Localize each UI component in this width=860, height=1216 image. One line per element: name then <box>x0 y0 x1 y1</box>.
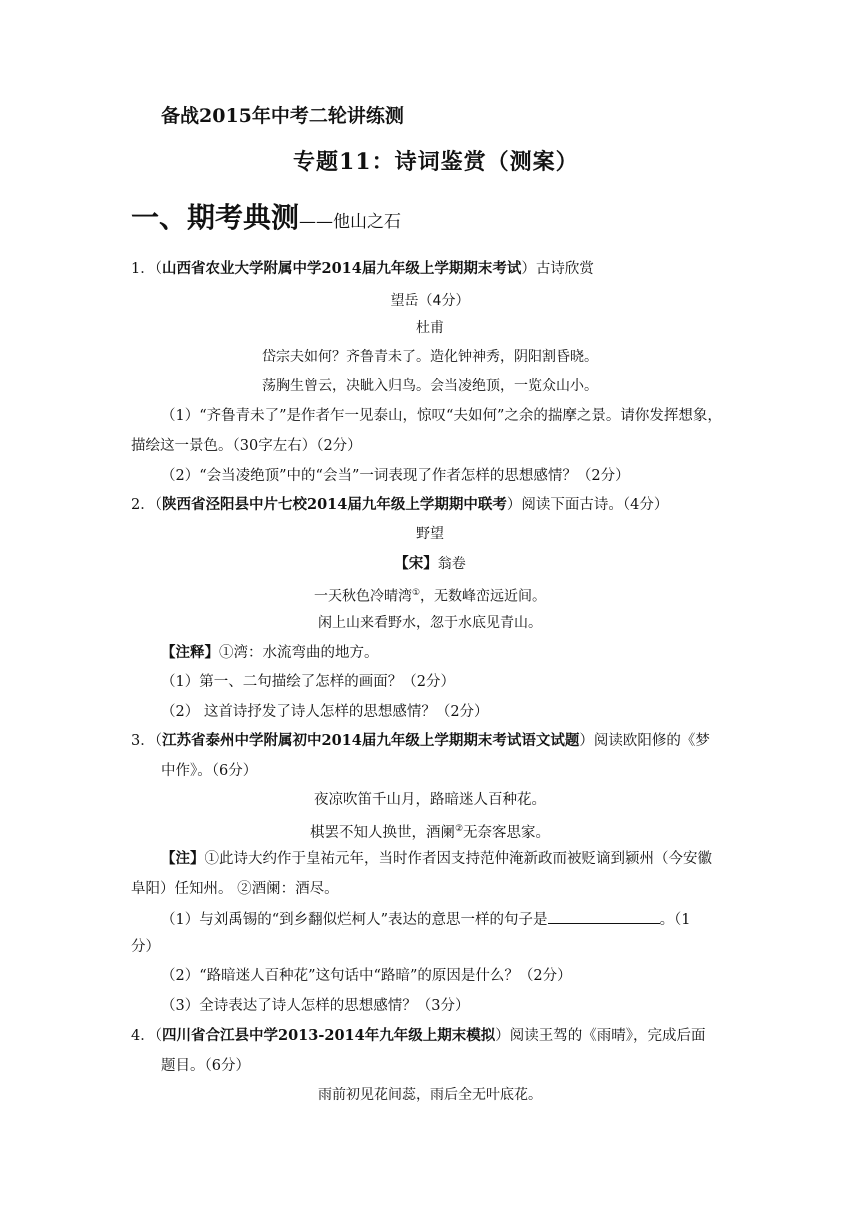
poem-line <box>0 583 860 607</box>
paren-close: ） <box>521 261 536 277</box>
annotation-text: ①此诗大约作于皇祐元年，当时作者因支持范仲淹新政而被贬谪到颍州（今安徽 <box>204 851 712 867</box>
annotation <box>161 849 712 869</box>
question-source: 四川省合江县中学2013-2014年九年级上期末模拟 <box>161 1027 496 1044</box>
poem-title: 望岳（4分） <box>390 293 470 309</box>
question-instruction: 阅读下面古诗。（4分） <box>521 497 669 513</box>
sub-question-1-2: （2）“会当凌绝顶”中的“会当”一词表现了作者怎样的思想感情？（2分） <box>161 468 630 484</box>
question-4-header <box>131 1026 705 1046</box>
question-number: 1． <box>131 261 155 277</box>
question-number: 4． <box>131 1028 155 1044</box>
poem-line: 闲上山来看野水，忽于水底见青山。 <box>318 615 542 631</box>
poem-line: 岱宗夫如何？齐鲁青未了。造化钟神秀，阴阳割昏晓。 <box>262 349 598 365</box>
sub-question-1-1: （1）“齐鲁青未了”是作者乍一见泰山，惊叹“夫如何”之余的揣摩之景。请你发挥想象， <box>161 408 722 424</box>
sub-question-1-1-cont: 描绘这一景色。（30字左右）（2分） <box>131 438 362 454</box>
poem-author: 翁卷 <box>437 556 466 572</box>
question-instruction: 古诗欣赏 <box>535 261 594 277</box>
footnote-marker: ② <box>454 824 464 834</box>
paren-open: （ <box>154 733 162 749</box>
question-3-header <box>131 731 710 751</box>
annotation-tag: 【注】 <box>161 850 205 867</box>
paren-open: （ <box>154 1028 162 1044</box>
question-instruction: 阅读欧阳修的《梦 <box>593 733 710 749</box>
question-number: 3． <box>131 733 155 749</box>
poem-text: ，无数峰峦远近间。 <box>420 588 547 605</box>
paren-close: ） <box>506 497 522 513</box>
annotation-text: ①湾：水流弯曲的地方。 <box>219 645 379 661</box>
paren-close: ） <box>579 733 594 749</box>
poem-text: 一天秋色冷晴湾 <box>313 588 412 605</box>
poem-text: 无奈客思家。 <box>463 824 551 841</box>
poem-line: 雨前初见花间蕊，雨后全无叶底花。 <box>318 1087 542 1103</box>
section-title: 一、期考典测 <box>131 201 300 234</box>
question-1-header <box>131 259 594 279</box>
poem-line: 荡胸生曾云，决眦入归鸟。会当凌绝顶，一览众山小。 <box>262 378 598 394</box>
sub-question-3-2: （2）“路暗迷人百种花”这句话中“路暗”的原因是什么？（2分） <box>161 968 572 984</box>
poem-text: 棋罢不知人换世，酒阑 <box>309 824 455 841</box>
sub-question-text: （1）与刘禹锡的“到乡翻似烂柯人”表达的意思一样的句子是 <box>161 912 548 928</box>
poem-author: 杜甫 <box>416 320 444 336</box>
sub-question-3-1-cont: 分） <box>131 939 160 955</box>
poem-title: 野望 <box>416 526 444 542</box>
sub-question-2-1: （1）第一、二句描绘了怎样的画面？（2分） <box>161 674 455 690</box>
annotation-cont: 阜阳）任知州。 ②酒阑：酒尽。 <box>131 881 339 897</box>
topic-title: 专题11：诗词鉴赏（测案） <box>293 149 579 175</box>
paren-open: （ <box>154 497 162 513</box>
sub-question-3-3: （3）全诗表达了诗人怎样的思想感情？（3分） <box>161 998 470 1014</box>
question-2-header <box>131 495 668 515</box>
poem-author-line <box>0 554 860 574</box>
annotation <box>161 643 379 663</box>
question-instruction-cont: 中作》。（6分） <box>161 763 258 779</box>
paren-close: ） <box>495 1028 510 1044</box>
poem-line: 夜凉吹笛千山月，路暗迷人百种花。 <box>314 792 546 808</box>
question-source: 陕西省泾阳县中片七校2014届九年级上学期期中联考 <box>161 496 507 513</box>
annotation-tag: 【注释】 <box>161 644 219 661</box>
section-subtitle: ——他山之石 <box>299 212 402 232</box>
question-number: 2． <box>131 497 155 513</box>
document-supertitle: 备战2015年中考二轮讲练测 <box>161 105 404 127</box>
footnote-marker: ① <box>411 588 421 598</box>
question-source: 山西省农业大学附属中学2014届九年级上学期期末考试 <box>161 260 522 277</box>
answer-blank[interactable] <box>548 909 660 924</box>
paren-open: （ <box>154 261 162 277</box>
question-instruction: 阅读王驾的《雨晴》，完成后面 <box>509 1028 706 1044</box>
section-heading <box>131 200 401 241</box>
poem-line <box>0 819 860 843</box>
dynasty-tag: 【宋】 <box>394 555 438 572</box>
sub-question-2-2: （2） 这首诗抒发了诗人怎样的思想感情？（2分） <box>161 704 489 720</box>
sub-question-text: 。（1 <box>659 912 691 928</box>
sub-question-3-1 <box>161 909 691 930</box>
question-instruction-cont: 题目。（6分） <box>161 1058 250 1074</box>
question-source: 江苏省泰州中学附属初中2014届九年级上学期期末考试语文试题 <box>161 732 580 749</box>
